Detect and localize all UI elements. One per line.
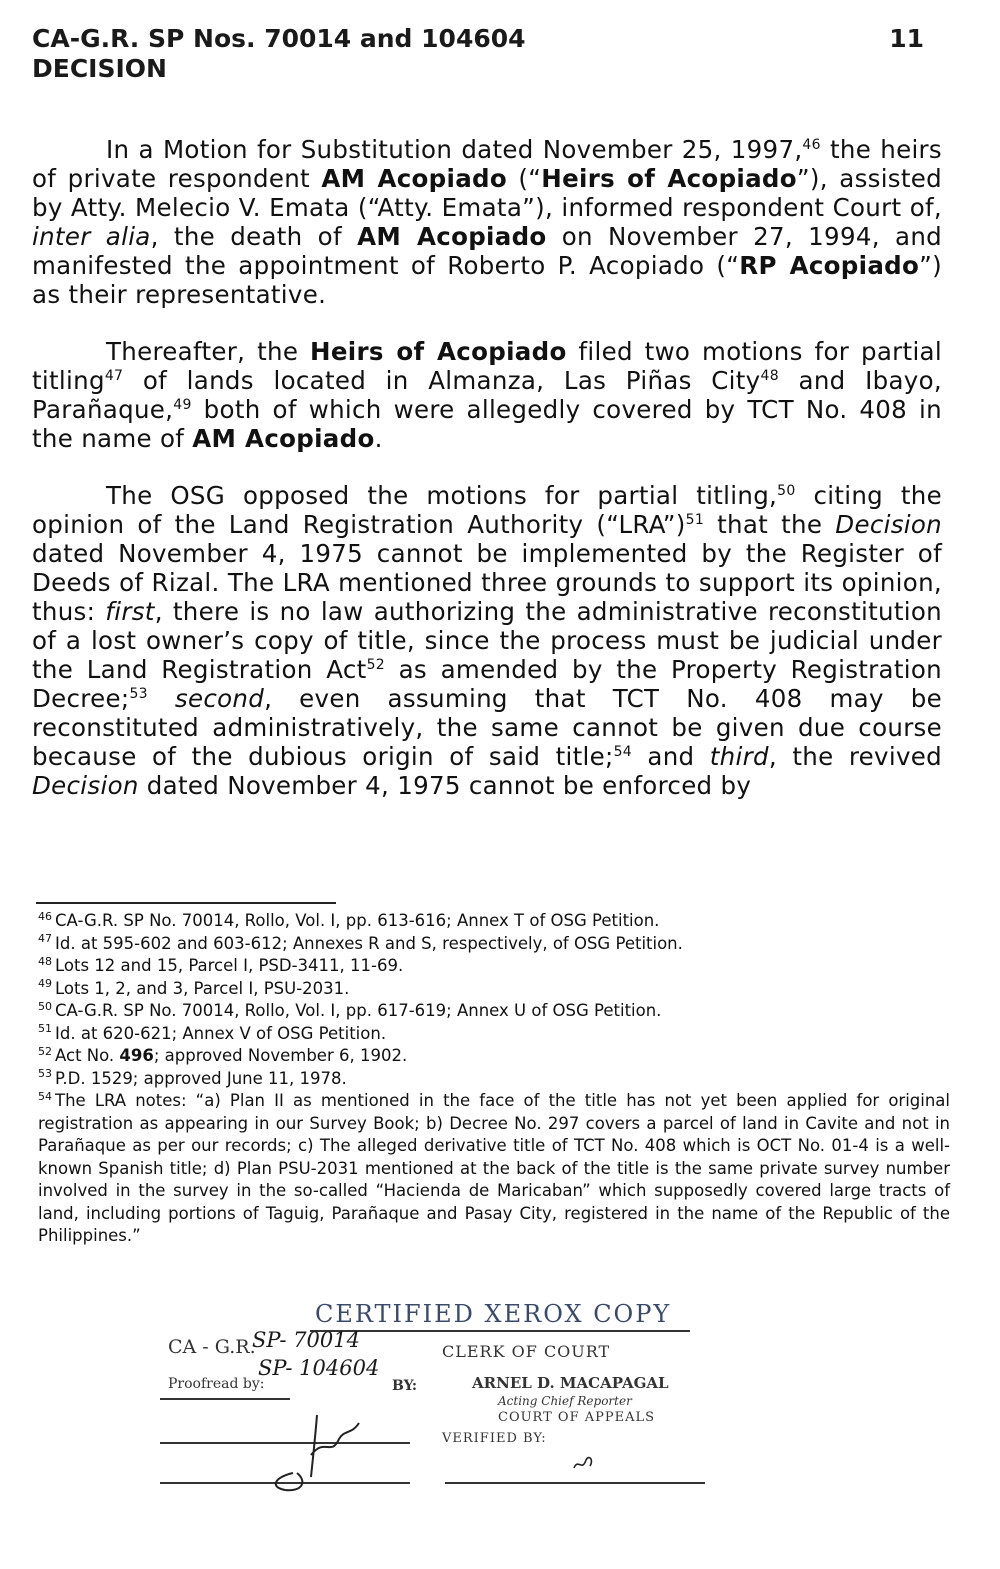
paragraph-3: The OSG opposed the motions for partial titling,$^{50}$ citing the opinion of the Land Registration Authority (“LRA”)$^{51}$ that the Decision dated November 4, 1975 cannot be implemented by the Register of Deeds of Rizal. The LRA mentioned three grounds to support its opinion, thus: first, there is no law authorizing the administrative reconstitution of a lost owner’s copy of title, since the process must be judicial under the Land Registration Act$^{52}$ as amended by the Property Registration Decree;$^{53}$ second, even assuming that TCT No. 408 may be reconstituted administratively, the same cannot be given due course because of the dubious origin of said title;$^{54}$ and third, the revived Decision dated November 4, 1975 cannot be enforced by	[32, 481, 943, 800]
lower-line-right	[445, 1482, 705, 1484]
footnote-48: $^{48}$ Lots 12 and 15, Parcel I, PSD-3411, 11-69.	[38, 954, 404, 975]
footnote-ref-46: 46	[802, 136, 821, 153]
stamp-rule	[310, 1330, 690, 1332]
footnote-52: $^{52}$ Act No. 496; approved November 6, 1902.	[38, 1044, 408, 1065]
paragraph-2: Thereafter, the Heirs of Acopiado filed two motions for partial titling$^{47}$ of lands located in Almanza, Las Piñas City$^{48}$ and Ibayo, Parañaque,$^{49}$ both of which were allegedly covered by TCT No. 408 in the name of AM Acopiado.	[32, 337, 942, 453]
handwritten-case-2: SP- 104604	[258, 1356, 380, 1380]
certified-copy-stamp	[160, 1300, 760, 1510]
footnote-54: $^{54}$ The LRA notes: “a) Plan II as mentioned in the face of the title has not yet been applied for original registration as appearing in our Survey Book; b) Decree No. 297 covers a parcel of land in Cavite and not in Parañaque as per our records; c) The alleged derivative title of TCT No. 408 which is OCT No. 01-4 is a well-known Spanish title; d) Plan PSU-2031 mentioned at the back of the title is the same private survey number involved in the survey in the so-called “Hacienda de Maricaban” which supposedly covered large tracts of land, including portions of Taguig, Parañaque and Pasay City, registered in the name of the Republic of the Philippines.”	[38, 1089, 950, 1245]
paragraph-1: In a Motion for Substitution dated November 25, 1997,46 the heirs of private respondent AM Acopiado (“Heirs of Acopiado”), assisted by Atty. Melecio V. Emata (“Atty. Emata”), informed respondent Court of, inter alia, the death of AM Acopiado on November 27, 1994, and manifested the appointment of Roberto P. Acopiado (“RP Acopiado”) as their representative.	[32, 135, 943, 309]
proofread-label: Proofread by:	[168, 1376, 265, 1392]
handwritten-signature	[255, 1395, 405, 1495]
verified-label: VERIFIED BY:	[442, 1431, 547, 1446]
footnote-46: $^{46}$ CA-G.R. SP No. 70014, Rollo, Vol. I, pp. 613-616; Annex T of OSG Petition.	[38, 909, 660, 930]
footnote-ref-48: 48	[760, 367, 779, 384]
decision-body	[32, 135, 942, 828]
court-name: COURT OF APPEALS	[498, 1410, 656, 1425]
stamp-title: CERTIFIED XEROX COPY	[315, 1300, 672, 1328]
verification-initials	[570, 1448, 600, 1476]
footnote-ref-50: 50	[777, 482, 796, 499]
footnote-ref-47: 47	[104, 367, 124, 384]
footnote-53: $^{53}$ P.D. 1529; approved June 11, 1978.	[38, 1067, 347, 1088]
document-type: DECISION	[32, 54, 167, 83]
footnote-ref-53: 53	[129, 685, 148, 702]
page-header	[32, 24, 932, 84]
footnote-ref-49: 49	[173, 396, 192, 413]
footnote-divider	[36, 902, 336, 904]
officer-name: ARNEL D. MACAPAGAL	[472, 1374, 669, 1392]
footnote-49: $^{49}$ Lots 1, 2, and 3, Parcel I, PSU-2031.	[38, 977, 350, 998]
footnote-51: $^{51}$ Id. at 620-621; Annex V of OSG Petition.	[38, 1022, 387, 1043]
case-label: CA - G.R.	[168, 1336, 256, 1358]
officer-title: Acting Chief Reporter	[498, 1394, 632, 1408]
footnote-50: $^{50}$ CA-G.R. SP No. 70014, Rollo, Vol. I, pp. 617-619; Annex U of OSG Petition.	[38, 999, 662, 1020]
footnote-ref-51: 51	[685, 511, 705, 528]
clerk-of-court: CLERK OF COURT	[442, 1342, 611, 1361]
case-number: CA-G.R. SP Nos. 70014 and 104604	[32, 24, 526, 53]
page-number: 11	[889, 24, 924, 53]
handwritten-case-1: SP- 70014	[252, 1328, 360, 1352]
footnotes	[38, 910, 950, 1248]
footnote-47: $^{47}$ Id. at 595-602 and 603-612; Annexes R and S, respectively, of OSG Petition.	[38, 932, 683, 953]
by-label: BY:	[392, 1378, 418, 1394]
footnote-ref-54: 54	[613, 743, 632, 760]
footnote-ref-52: 52	[366, 656, 385, 673]
